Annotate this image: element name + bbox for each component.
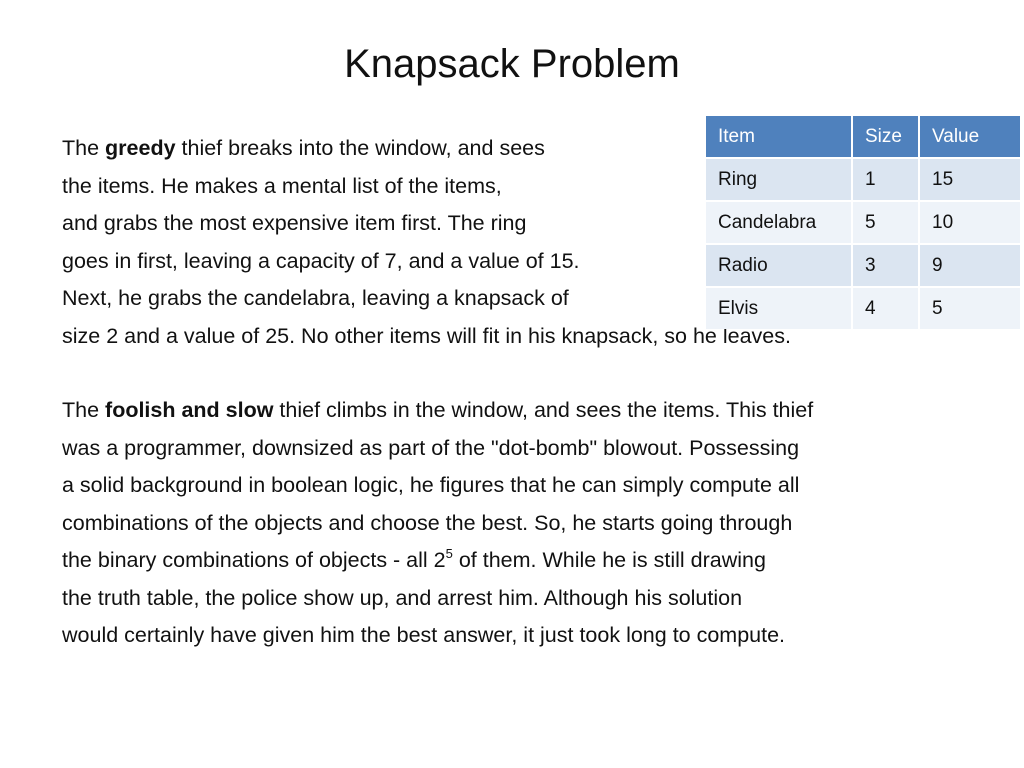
paragraph-line: combinations of the objects and choose the best. So, he starts going through [62, 510, 793, 535]
table-header-row [706, 116, 1020, 158]
paragraph-line: Next, he grabs the candelabra, leaving a knapsack of [62, 286, 569, 310]
column-header-value: Value [919, 116, 1020, 158]
items-table [706, 116, 1020, 329]
paragraph-line [62, 542, 813, 580]
paragraph-line: would certainly have given him the best answer, it just took long to compute. [62, 623, 786, 647]
cell-item: Candelabra [706, 201, 852, 244]
slide-title: Knapsack Problem [344, 42, 680, 86]
cell-value: 15 [919, 158, 1020, 201]
text: The [62, 136, 106, 160]
text: The [62, 398, 106, 422]
bold-term: foolish and slow [105, 398, 274, 422]
greedy-thief-paragraph [62, 130, 791, 355]
cell-size: 3 [852, 244, 919, 287]
cell-value: 5 [919, 287, 1020, 329]
text: thief breaks into the window, and sees [175, 136, 545, 160]
bold-term: greedy [105, 136, 176, 160]
table-row [706, 244, 1020, 287]
paragraph-line [62, 392, 813, 430]
cell-size: 4 [852, 287, 919, 329]
paragraph-line: and grabs the most expensive item first. The ring [62, 211, 527, 235]
cell-item: Ring [706, 158, 852, 201]
paragraph-line: a solid background in boolean logic, he figures that he can simply compute all [62, 473, 800, 497]
foolish-thief-paragraph [62, 392, 813, 655]
text: of them. While he is still drawing [452, 548, 766, 572]
paragraph-line [62, 130, 791, 168]
superscript-exponent: 5 [445, 546, 453, 561]
text: thief climbs in the window, and sees the items. This thief [273, 398, 814, 422]
table-row [706, 201, 1020, 244]
paragraph-line: was a programmer, downsized as part of the "dot-bomb" blowout. Possessing [62, 435, 800, 460]
column-header-size: Size [852, 116, 919, 158]
text: the binary combinations of objects - all 2 [62, 548, 446, 572]
cell-size: 5 [852, 201, 919, 244]
cell-value: 10 [919, 201, 1020, 244]
paragraph-line: the items. He makes a mental list of the items, [62, 173, 502, 198]
paragraph-line: goes in first, leaving a capacity of 7, and a value of 15. [62, 248, 580, 273]
table-row [706, 287, 1020, 329]
cell-value: 9 [919, 244, 1020, 287]
paragraph-line: the truth table, the police show up, and arrest him. Although his solution [62, 585, 743, 610]
cell-item: Radio [706, 244, 852, 287]
paragraph-line: size 2 and a value of 25. No other items will fit in his knapsack, so he leaves. [62, 323, 791, 348]
table-row [706, 158, 1020, 201]
cell-size: 1 [852, 158, 919, 201]
column-header-item: Item [706, 116, 852, 158]
cell-item: Elvis [706, 287, 852, 329]
